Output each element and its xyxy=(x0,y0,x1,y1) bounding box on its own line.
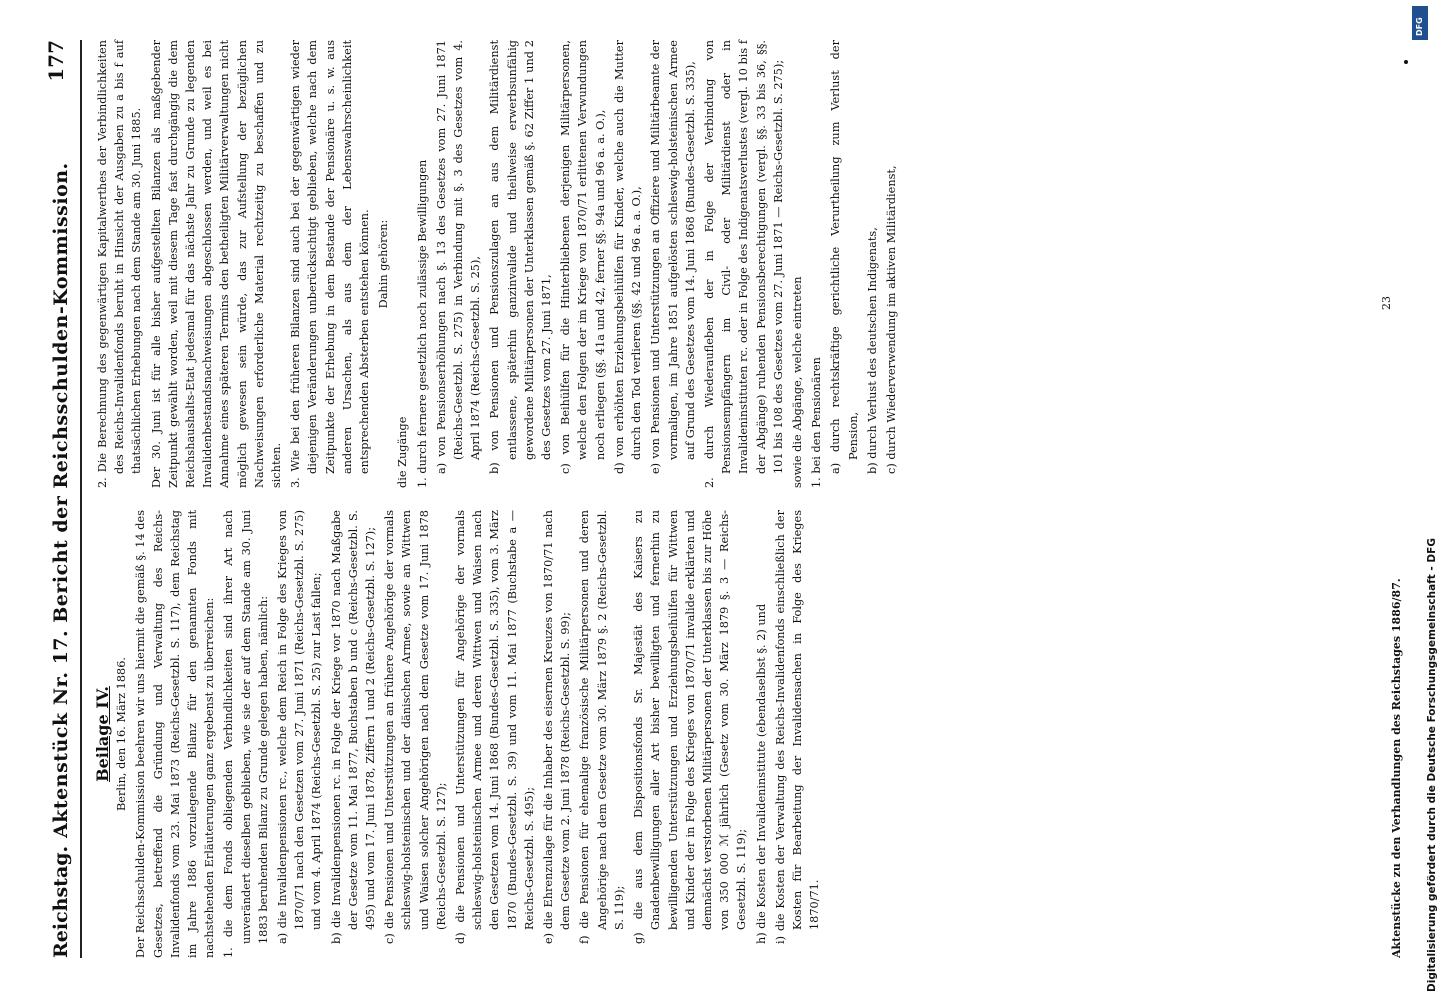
item-1i: i) die Kosten der Verwaltung des Reichs-Invalidenfonds einschließlich der Kosten für Bearbeitung der Invalidensachen in Folge des Krieges 1870/71. xyxy=(773,510,822,944)
item-3: 3. Wie bei den früheren Bilanzen sind auch bei der gegenwärtigen wieder diejenigen Veränderungen unberücksichtigt geblieben, welche nach dem Zeitpunkte der Erhebung in dem Bestande der Pensionäre u. s. w. aus anderen Ursachen, als aus dem der Lebenswahrscheinlichkeit entsprechenden Absterben entstehen können. xyxy=(289,40,372,488)
item-1c: c) die Pensionen und Unterstützungen an frühere Angehörige der vormals schleswig-holsteinischen und der dänischen Armee, sowie an Wittwen und Waisen solcher Angehörigen nach dem Gesetze vom 17. Juni 1878 (Reichs-Gesetzbl. S. 127); xyxy=(383,510,448,944)
abgaenge-heading: sowie die Abgänge, welche eintreten xyxy=(790,276,804,488)
item-2: 2. Die Berechnung des gegenwärtigen Kapitalwerthes der Verbindlichkeiten des Reichs-Invalidenfonds beruht in Hinsicht der Ausgaben zu a bis f auf thatsächlichen Erhebungen nach dem Stande am 30. Juni 1885. xyxy=(96,40,144,488)
item-1b: b) die Invalidenpensionen rc. in Folge der Kriege vor 1870 nach Maßgabe der Gesetze vom 11. Mai 1877, Buchstaben b und c (Reichs-Gesetzbl. S. 495) und vom 17. Juni 1878, Ziffern 1 und 2 (Reichs-Gesetzbl. S. 127); xyxy=(329,510,378,944)
item-1e: e) die Ehrenzulage für die Inhaber des eisernen Kreuzes von 1870/71 nach dem Gesetze vom 2. Juni 1878 (Reichs-Gesetzbl. S. 99); xyxy=(542,510,573,944)
item-1h: h) die Kosten der Invalideninstitute (ebendaselbst §. 2) und xyxy=(754,603,768,944)
item-1g: g) die aus dem Dispositionsfonds Sr. Majestät des Kaisers zu Gnadenbewilligungen aller Art bisher bewilligten und fernerhin zu bewilligenden Unterstützungen und Erziehungsbeihülfen für Wittwen und Kinder der in Folge des Krieges von 1870/71 invalide erklärten und demnächst verstorbenen Militärpersonen der Unterklassen bis zur Höhe von 350 000 ℳ jährlich (Gesetz vom 30. März 1879 §. 3 — Reichs-Gesetzbl. S. 119); xyxy=(632,510,749,944)
header-left: Reichstag. xyxy=(50,845,72,958)
item-1d: d) die Pensionen und Unterstützungen für Angehörige der vormals schleswig-holsteinischen Armee und deren Wittwen und Waisen nach den Gesetzen vom 14. Juni 1868 (Bundes-Gesetzbl. S. 335), vom 3. März 1870 (Bundes-Gesetzbl. S. 39) und vom 11. Mai 1877 (Buchstabe a — Reichs-Gesetzbl. S. 495); xyxy=(454,510,536,944)
dahin-line: Dahin gehören: xyxy=(377,219,391,309)
date-line: Berlin, den 16. März 1886. xyxy=(115,657,129,811)
abgang-1: 1. bei den Pensionären xyxy=(810,357,824,488)
footnote: Aktenstücke zu den Verhandlungen des Reichstages 1886/87. xyxy=(1390,578,1403,958)
item-2-continuation: Der 30. Juni ist für alle bisher aufgestellten Bilanzen als maßgebender Zeitpunkt gewählt worden, weil mit diesem Tage fast durchgängig die dem Reichshaushalts-Etat jedesmal für das nächste Jahr zu Grunde zu legenden Invalidenbestandsnachweisungen abgeschlossen werden, und weil es bei Annahme eines späteren Termins den betheiligten Militärverwaltungen nicht möglich gewesen sein würde, das zur Aufstellung der bezüglichen Nachweisungen erforderliche Material rechtzeitig zu beschaffen und zu sichten. xyxy=(149,40,284,488)
zugang-1e: e) von Pensionen und Unterstützungen an Offiziere und Militärbeamte der vormaligen, im Jahre 1851 aufgelösten schleswig-holsteinischen Armee auf Grund des Gesetzes vom 14. Juni 1868 (Bundes-Gesetzbl. S. 335), xyxy=(649,40,697,474)
digitization-note-text: Digitalisierung gefördert durch die Deutsche Forschungsgemeinschaft - DFG xyxy=(1426,538,1438,992)
right-column xyxy=(94,40,1384,488)
item-1a: a) die Invalidenpensionen rc., welche dem Reich in Folge des Krieges von 1870/71 nach den Gesetzen vom 27. Juni 1871 (Reichs-Gesetzbl. S. 275) und vom 4. April 1874 (Reichs-Gesetzbl. S. 25) zur Last fallen; xyxy=(276,510,324,944)
zugang-1: 1. durch fernere gesetzlich noch zulässige Bewilligungen xyxy=(415,159,429,488)
abgang-1a: a) durch rechtskräftige gerichtliche Verurtheilung zum Verlust der Pension, xyxy=(829,40,860,474)
header-title: Aktenstück Nr. 17. Bericht der Reichsschulden-Kommission. xyxy=(50,162,72,838)
abgang-1b: b) durch Verlust des deutschen Indigenats, xyxy=(865,227,879,474)
zugang-1d: d) von erhöhten Erziehungsbeihülfen für Kinder, welche auch die Mutter durch den Tod verlieren (§§. 42 und 96 a. a. O.), xyxy=(612,40,644,474)
zugaenge-heading: die Zugänge xyxy=(396,416,410,488)
intro-paragraph: Der Reichsschulden-Kommission beehren wir uns hiermit die gemäß §. 14 des Gesetzes, betreffend die Gründung und Verwaltung des Reichs-Invalidenfonds vom 23. Mai 1873 (Reichs-Gesetzbl. S. 117), dem Reichstag im Jahre 1886 vorzulegende Bilanz für den genannten Fonds mit nachstehenden Erläuterungen ganz ergebenst zu überreichen: xyxy=(134,510,217,958)
dfg-logo-text: DFG xyxy=(1415,17,1424,36)
beilage-heading: Beilage IV. xyxy=(93,686,112,782)
digitization-note xyxy=(1410,8,1438,992)
item-1: 1. die dem Fonds obliegenden Verbindlichkeiten sind ihrer Art nach unverändert dieselben geblieben, wie sie der auf dem Stande am 30. Juni 1883 beruhenden Bilanz zu Grunde gelegen haben, nämlich: xyxy=(222,510,270,958)
page-number: 177 xyxy=(44,40,68,82)
zugang-2: 2. durch Wiederaufleben der in Folge der Verbindung von Pensionsempfängern im Civil- oder Militärdienst oder in Invalideninstituten rc. oder in Folge des Indigenatsverlustes (vergl. 10 bis f der Abgänge) ruhenden Pensionsberechtigungen (vergl. §§. 33 bis 36, §§. 101 bis 108 des Gesetzes vom 27. Juni 1871 — Reichs-Gesetzbl. S. 275); xyxy=(702,40,785,488)
dfg-logo xyxy=(1412,6,1428,40)
scan-speck xyxy=(1404,60,1408,64)
zugang-1c: c) von Beihülfen für die Hinterbliebenen derjenigen Militärpersonen, welche den Folgen der im Kriege von 1870/71 erlittenen Verwundungen noch erliegen (§§. 41a und 42, ferner §§. 94a und 96 a. a. O.), xyxy=(559,40,607,474)
abgang-1c: c) durch Wiederverwendung im aktiven Militärdienst, xyxy=(884,165,898,474)
page-header xyxy=(32,40,82,958)
item-1f: f) die Pensionen für ehemalige französische Militärpersonen und deren Angehörige nach dem Gesetze vom 30. März 1879 §. 2 (Reichs-Gesetzbl. S. 119); xyxy=(578,510,626,944)
left-column xyxy=(94,510,1384,958)
zugang-1a: a) von Pensionserhöhungen nach §. 13 des Gesetzes vom 27. Juni 1871 (Reichs-Gesetzbl. S. 275) in Verbindung mit §. 3 des Gesetzes vom 4. April 1874 (Reichs-Gesetzbl. S. 25), xyxy=(434,40,483,474)
zugang-1b: b) von Pensionen und Pensionszulagen an aus dem Militärdienst entlassene, späterhin ganzinvalide und theilweise erwerbsunfähig gewordene Militärpersonen der Unterklassen gemäß §. 62 Ziffer 1 und 2 des Gesetzes vom 27. Juni 1871, xyxy=(488,40,554,474)
signature-mark: 23 xyxy=(1380,296,1393,310)
